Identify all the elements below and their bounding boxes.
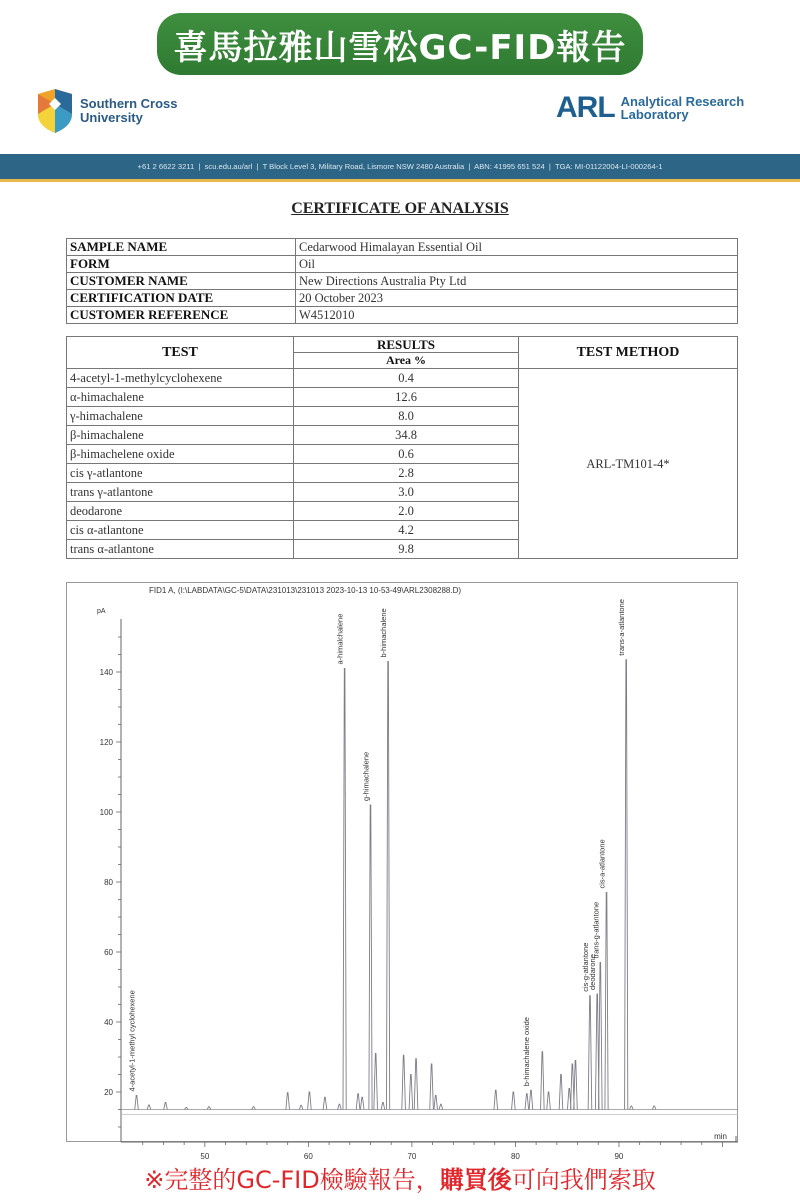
peak-1 <box>147 1105 151 1110</box>
scu-line2: University <box>80 110 143 125</box>
sample-info-table <box>66 238 738 324</box>
peak-38 <box>625 660 628 1110</box>
x-tick-label: 50 <box>200 1152 210 1161</box>
info-label: CERTIFICATION DATE <box>67 290 296 307</box>
peak-label: g-himachalene <box>361 751 371 801</box>
arl-line2: Laboratory <box>620 107 689 122</box>
test-method-value: ARL-TM101-4* <box>519 369 738 559</box>
peak-label: 4-acetyl-1-methyl cyclohexene <box>127 990 137 1092</box>
x-tick-label: 70 <box>407 1152 417 1161</box>
x-tick-label: 90 <box>614 1152 624 1161</box>
info-row <box>67 273 738 290</box>
arl-line1: Analytical Research <box>620 94 745 109</box>
peak-30 <box>559 1075 563 1110</box>
info-row <box>67 256 738 273</box>
peak-9 <box>323 1097 327 1109</box>
area-unit-header: Area % <box>294 353 519 369</box>
peak-20 <box>414 1059 418 1110</box>
result-value: 0.4 <box>294 369 519 388</box>
result-test: 4-acetyl-1-methylcyclohexene <box>67 369 294 388</box>
result-test: trans α-atlantone <box>67 540 294 559</box>
result-row <box>67 369 738 388</box>
peak-2 <box>164 1103 168 1110</box>
footer-part2: 可向我們索取 <box>511 1166 656 1194</box>
peak-13 <box>360 1097 364 1109</box>
y-tick-label: 100 <box>99 808 113 817</box>
scu-line1: Southern Cross <box>80 96 178 111</box>
title-banner <box>157 13 643 75</box>
peak-29 <box>547 1092 551 1110</box>
info-value: Cedarwood Himalayan Essential Oil <box>296 239 738 256</box>
peak-19 <box>409 1075 413 1110</box>
y-tick-label: 20 <box>104 1088 113 1097</box>
peak-6 <box>286 1093 290 1110</box>
info-label: SAMPLE NAME <box>67 239 296 256</box>
peak-36 <box>599 963 603 1110</box>
peak-4 <box>207 1107 211 1110</box>
peak-33 <box>574 1061 578 1110</box>
info-value: Oil <box>296 256 738 273</box>
scu-logo <box>36 88 178 134</box>
peak-0 <box>135 1096 139 1110</box>
footer-part1: ※完整的GC-FID檢驗報告， <box>144 1166 440 1194</box>
info-label: CUSTOMER NAME <box>67 273 296 290</box>
peak-label: b-himachalene oxide <box>521 1017 531 1087</box>
info-label: CUSTOMER REFERENCE <box>67 307 296 324</box>
y-tick-label: 60 <box>104 948 113 957</box>
peak-label: deodarone <box>588 954 598 990</box>
contact-bar <box>0 154 800 182</box>
result-value: 12.6 <box>294 388 519 407</box>
result-value: 0.6 <box>294 445 519 464</box>
result-test: β-himachelene oxide <box>67 445 294 464</box>
peak-14 <box>369 805 372 1110</box>
contact-text: +61 2 6622 3211 | scu.edu.au/arl | T Block Level 3, Military Road, Lismore NSW 2480 Australia | ABN: 41995 651 524 | TGA: MI-01122004-LI-000264-1 <box>137 162 663 171</box>
y-tick-label: 40 <box>104 1018 113 1027</box>
peak-label: trans-g-atlantone <box>591 901 601 959</box>
y-tick-label: 140 <box>99 668 113 677</box>
info-value: 20 October 2023 <box>296 290 738 307</box>
certificate-title: CERTIFICATE OF ANALYSIS <box>291 200 509 217</box>
peak-40 <box>652 1106 656 1110</box>
x-tick-label: 80 <box>510 1152 520 1161</box>
peak-5 <box>252 1107 256 1110</box>
result-test: γ-himachalene <box>67 407 294 426</box>
peak-8 <box>308 1092 312 1110</box>
result-test: α-himachalene <box>67 388 294 407</box>
x-tick-label: 60 <box>303 1152 313 1161</box>
result-value: 8.0 <box>294 407 519 426</box>
result-value: 2.8 <box>294 464 519 483</box>
arl-logo <box>556 93 744 123</box>
peak-28 <box>541 1052 545 1110</box>
peak-label: cis-g-atlantone <box>580 942 590 992</box>
peak-27 <box>529 1090 533 1109</box>
info-value: W4512010 <box>296 307 738 324</box>
peak-label: b-himachalene <box>379 608 389 658</box>
results-table <box>66 336 738 559</box>
arl-mark: ARL <box>556 91 615 124</box>
peak-12 <box>356 1094 360 1110</box>
peak-23 <box>439 1104 443 1109</box>
footer-bold: 購買後 <box>439 1166 512 1194</box>
x-axis-label: min <box>714 1132 727 1141</box>
info-value: New Directions Australia Pty Ltd <box>296 273 738 290</box>
peak-21 <box>430 1064 434 1110</box>
y-axis-label: pA <box>97 608 106 615</box>
result-value: 2.0 <box>294 502 519 521</box>
y-tick-label: 80 <box>104 878 113 887</box>
result-value: 3.0 <box>294 483 519 502</box>
peak-17 <box>386 662 389 1110</box>
results-header: RESULTS <box>294 337 519 353</box>
info-row <box>67 290 738 307</box>
result-test: β-himachalene <box>67 426 294 445</box>
peak-24 <box>494 1090 498 1109</box>
banner-title: 喜馬拉雅山雪松GC-FID報告 <box>173 27 627 68</box>
peak-label: trans-a-atlantone <box>617 599 627 656</box>
peak-15 <box>374 1054 378 1110</box>
chromatogram-plot <box>67 583 737 1161</box>
peak-18 <box>402 1055 406 1109</box>
peak-10 <box>338 1104 342 1109</box>
chart-title: FID1 A, (I:\LABDATA\GC-5\DATA\231013\231013 2023-10-13 10-53-49\ARL2308288.D) <box>149 586 462 595</box>
info-row <box>67 307 738 324</box>
result-value: 4.2 <box>294 521 519 540</box>
result-test: cis α-atlantone <box>67 521 294 540</box>
peak-25 <box>512 1092 516 1110</box>
info-row <box>67 239 738 256</box>
scu-shield-icon <box>36 88 74 134</box>
peak-label: cis-a-atlantone <box>597 839 607 889</box>
peak-26 <box>525 1094 529 1110</box>
footer-note <box>0 1160 800 1195</box>
peak-16 <box>381 1103 385 1110</box>
test-header: TEST <box>67 337 294 369</box>
peak-37 <box>605 893 608 1110</box>
result-test: deodarone <box>67 502 294 521</box>
peak-34 <box>588 996 592 1110</box>
peak-11 <box>343 669 346 1110</box>
test-method-header: TEST METHOD <box>519 337 738 369</box>
result-test: trans γ-atlantone <box>67 483 294 502</box>
chromatogram <box>66 582 738 1161</box>
peak-label: a-himalchalene <box>335 613 345 665</box>
peak-7 <box>299 1105 303 1109</box>
peak-39 <box>630 1106 634 1110</box>
result-test: cis γ-atlantone <box>67 464 294 483</box>
info-label: FORM <box>67 256 296 273</box>
y-tick-label: 120 <box>99 738 113 747</box>
result-value: 34.8 <box>294 426 519 445</box>
peak-22 <box>434 1096 438 1110</box>
result-value: 9.8 <box>294 540 519 559</box>
